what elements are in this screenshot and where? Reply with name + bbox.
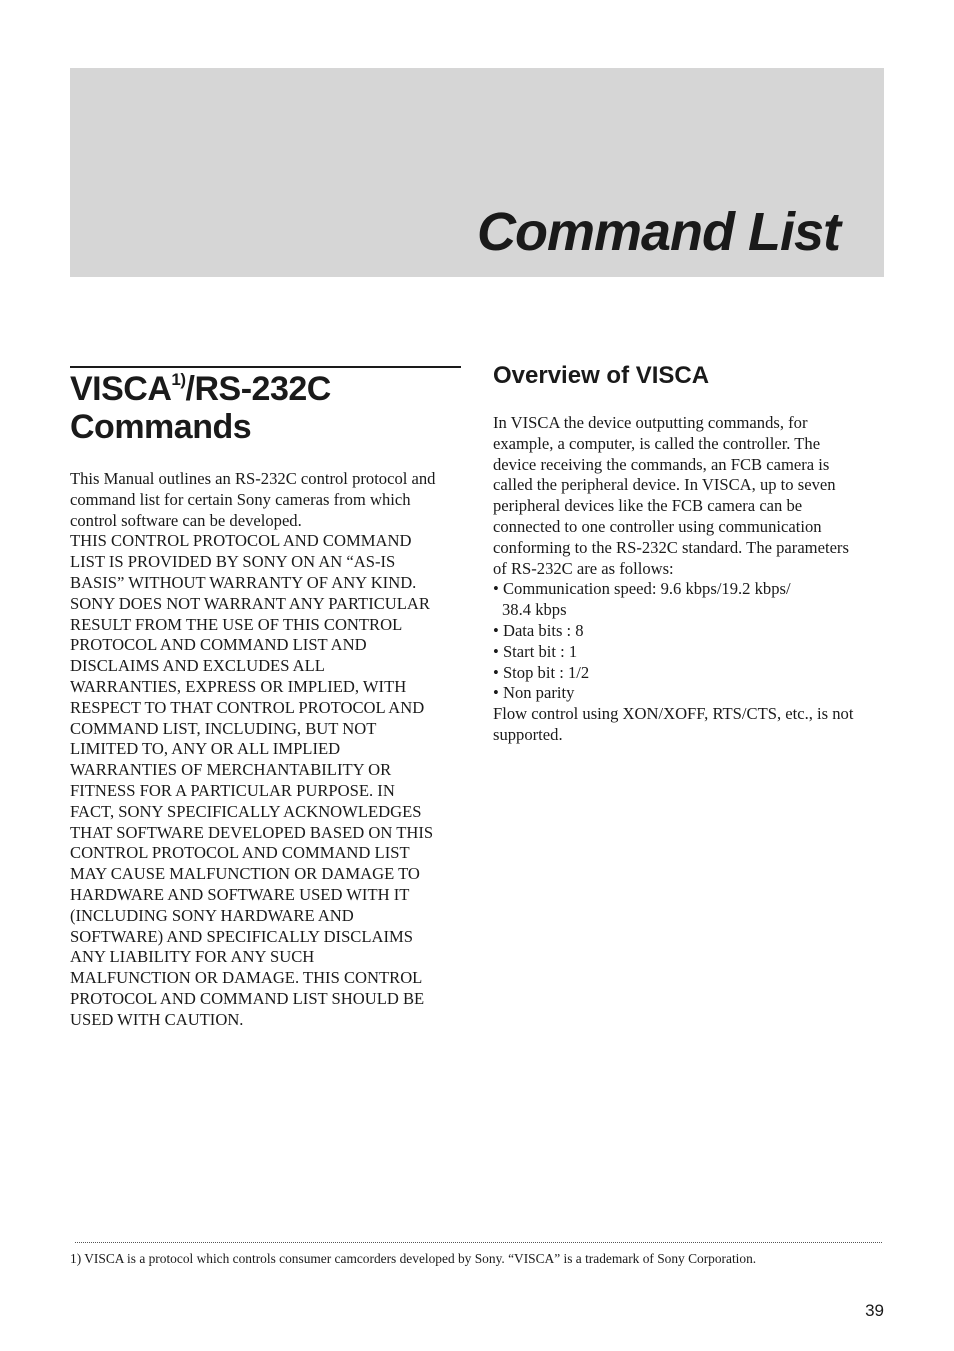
text-line: MALFUNCTION OR DAMAGE. THIS CONTROL [70,968,423,988]
text-line: peripheral devices like the FCB camera can be [493,496,803,516]
page-number: 39 [865,1301,884,1320]
heading-line-1 [70,370,461,408]
text-line: control software can be developed. [70,510,302,530]
heading-rs232c: /RS-232C [185,370,331,408]
text-line: This Manual outlines an RS-232C control protocol and [70,469,436,488]
text-line: SONY DOES NOT WARRANT ANY PARTICULAR [70,593,430,613]
heading-line-2: Commands [70,408,252,446]
bullet-data-bits: • Data bits : 8 [493,620,584,640]
text-line: USED WITH CAUTION. [70,1009,244,1029]
text-line: (INCLUDING SONY HARDWARE AND [70,905,354,925]
footnote: 1) VISCA is a protocol which controls consumer camcorders developed by Sony. “VISCA” is a trademark of Sony Corporation. [70,1251,757,1266]
text-line: THAT SOFTWARE DEVELOPED BASED ON THIS [70,822,434,842]
text-line: LIST IS PROVIDED BY SONY ON AN “AS-IS [70,552,396,572]
text-line: PROTOCOL AND COMMAND LIST AND [70,635,367,655]
text-line: supported. [493,724,563,744]
section-rule [70,366,461,368]
text-line: THIS CONTROL PROTOCOL AND COMMAND [70,531,412,551]
text-line: RESPECT TO THAT CONTROL PROTOCOL AND [70,697,425,717]
text-line: example, a computer, is called the controller. The [493,433,821,453]
title-banner [70,68,884,277]
section-heading [70,370,461,446]
text-line: RESULT FROM THE USE OF THIS CONTROL [70,614,403,634]
text-line: BASIS” WITHOUT WARRANTY OF ANY KIND. [70,572,417,592]
text-line: PROTOCOL AND COMMAND LIST SHOULD BE [70,988,425,1008]
bullet-stop-bit: • Stop bit : 1/2 [493,662,590,682]
heading-visca: VISCA [70,370,172,408]
disclaimer-text [70,469,435,1031]
text-line: command list for certain Sony cameras from which [70,489,411,509]
page-title: Command List [476,202,840,262]
text-line: WARRANTIES, EXPRESS OR IMPLIED, WITH [70,676,407,696]
text-line: Flow control using XON/XOFF, RTS/CTS, etc., is not [493,704,854,724]
text-line: MAY CAUSE MALFUNCTION OR DAMAGE TO [70,864,420,884]
bullet-start-bit: • Start bit : 1 [493,641,578,661]
text-line: DISCLAIMS AND EXCLUDES ALL [70,656,325,676]
text-line: In VISCA the device outputting commands, for [493,413,808,432]
text-line: FITNESS FOR A PARTICULAR PURPOSE. IN [70,780,395,800]
text-line: COMMAND LIST, INCLUDING, BUT NOT [70,718,377,738]
text-line: called the peripheral device. In VISCA, up to seven [493,475,836,495]
text-line: of RS-232C are as follows: [493,558,674,578]
text-line: CONTROL PROTOCOL AND COMMAND LIST [70,843,410,863]
text-line: FACT, SONY SPECIFICALLY ACKNOWLEDGES [70,801,422,821]
bullet-speed: • Communication speed: 9.6 kbps/19.2 kbps/ [493,579,791,599]
text-line: device receiving the commands, an FCB camera is [493,454,830,474]
text-line: SOFTWARE) AND SPECIFICALLY DISCLAIMS [70,926,413,946]
footnote-divider [75,1242,882,1243]
text-line: connected to one controller using communication [493,516,822,536]
visca-rs232c-section [70,366,461,1029]
overview-heading: Overview of VISCA [493,362,710,389]
bullet-speed-cont: 38.4 kbps [502,600,567,620]
bullet-parity: • Non parity [493,683,575,703]
text-line: ANY LIABILITY FOR ANY SUCH [70,947,315,967]
overview-section [493,360,884,744]
text-line: conforming to the RS-232C standard. The parameters [493,537,849,557]
text-line: LIMITED TO, ANY OR ALL IMPLIED [70,739,341,759]
text-line: WARRANTIES OF MERCHANTABILITY OR [70,760,392,780]
footnote-ref[interactable]: 1) [171,370,186,389]
text-line: HARDWARE AND SOFTWARE USED WITH IT [70,884,410,904]
overview-text [493,413,853,746]
